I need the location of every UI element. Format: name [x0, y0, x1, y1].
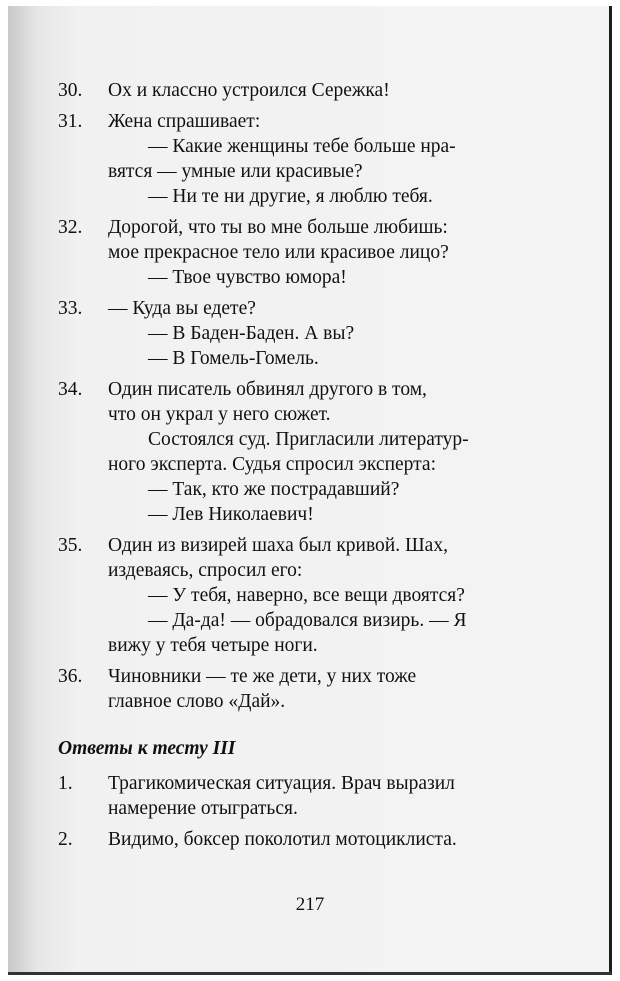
joke-item-number: 36. [58, 666, 83, 687]
joke-list [58, 78, 548, 714]
joke-item-line: издеваясь, спросил его: [108, 560, 303, 581]
joke-item-line: Чиновники — те же дети, у них тоже [108, 666, 417, 687]
joke-item-line: — Какие женщины тебе больше нра- [148, 136, 456, 157]
joke-item-line: Состоялся суд. Пригласили литератур- [148, 429, 469, 450]
answer-list [58, 771, 548, 852]
answer-item-line: Видимо, боксер поколотил мотоциклиста. [108, 829, 457, 850]
page-content [58, 78, 548, 858]
joke-item-line: — Лев Николаевич! [148, 504, 314, 525]
joke-item-line: главное слово «Дай». [108, 691, 286, 712]
section-heading: Ответы к тесту III [58, 738, 236, 759]
joke-item-line: вижу у тебя четыре ноги. [108, 635, 318, 656]
joke-item-line: Дорогой, что ты во мне больше любишь: [108, 217, 448, 238]
answer-item-number: 1. [58, 773, 73, 794]
answer-item-number: 2. [58, 829, 73, 850]
answer-item-line: намерение отыграться. [108, 798, 298, 819]
joke-item-line: — Ни те ни другие, я люблю тебя. [148, 186, 433, 207]
answer-item [58, 771, 548, 821]
joke-item [58, 215, 548, 290]
joke-item [58, 377, 548, 527]
joke-item-number: 31. [58, 111, 83, 132]
joke-item [58, 109, 548, 209]
joke-item-line: — Куда вы едете? [108, 298, 256, 319]
joke-item-line: — Твое чувство юмора! [148, 267, 347, 288]
joke-item [58, 78, 548, 103]
joke-item-line: Один из визирей шаха был кривой. Шах, [108, 535, 448, 556]
joke-item-line: — В Гомель-Гомель. [148, 348, 319, 369]
joke-item-number: 34. [58, 379, 83, 400]
joke-item-number: 32. [58, 217, 83, 238]
joke-item-line: — В Баден-Баден. А вы? [148, 323, 355, 344]
joke-item-line: Ох и классно устроился Сережка! [108, 80, 390, 101]
joke-item-line: мое прекрасное тело или красивое лицо? [108, 242, 449, 263]
answer-item [58, 827, 548, 852]
joke-item [58, 296, 548, 371]
page-number: 217 [295, 894, 325, 915]
joke-item-line: вятся — умные или красивые? [108, 161, 363, 182]
answer-item-line: Трагикомическая ситуация. Врач выразил [108, 773, 455, 794]
joke-item-line: ного эксперта. Судья спросил эксперта: [108, 454, 436, 475]
joke-item-number: 35. [58, 535, 83, 556]
joke-item [58, 533, 548, 658]
joke-item-line: — У тебя, наверно, все вещи двоятся? [148, 585, 465, 606]
joke-item-line: что он украл у него сюжет. [108, 404, 331, 425]
joke-item-number: 30. [58, 80, 83, 101]
joke-item-line: Один писатель обвинял другого в том, [108, 379, 427, 400]
page-bottom-edge [8, 972, 612, 975]
joke-item-number: 33. [58, 298, 83, 319]
joke-item-line: — Так, кто же пострадавший? [148, 479, 400, 500]
joke-item [58, 664, 548, 714]
joke-item-line: Жена спрашивает: [108, 111, 261, 132]
joke-item-line: — Да-да! — обрадовался визирь. — Я [148, 610, 467, 631]
